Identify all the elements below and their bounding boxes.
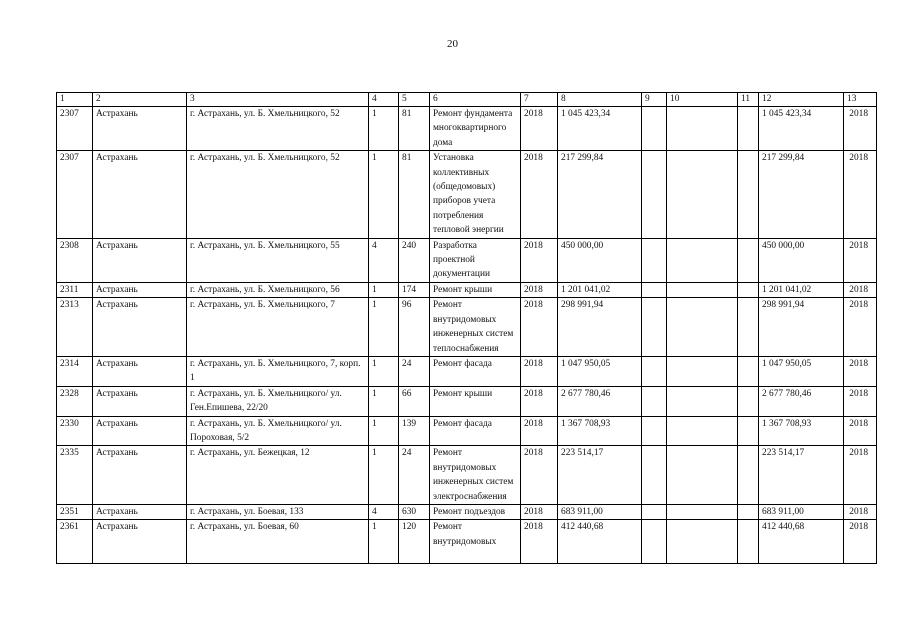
table-cell: г. Астрахань, ул. Б. Хмельницкого/ ул. Ген.Епишева, 22/20	[187, 386, 369, 416]
table-cell: Астрахань	[93, 416, 187, 446]
table-row	[57, 504, 877, 519]
table-cell: 2018	[521, 386, 558, 416]
cell-text: 2018	[524, 522, 543, 533]
table-cell: 1	[369, 446, 399, 505]
table-cell: 1	[369, 282, 399, 297]
table-cell: г. Астрахань, ул. Б. Хмельницкого, 7, корп. 1	[187, 356, 369, 386]
table-row	[57, 446, 877, 505]
table-cell: Астрахань	[93, 151, 187, 238]
page-number: 20	[447, 38, 458, 50]
table-cell: 450 000,00	[759, 238, 844, 282]
table-row	[57, 356, 877, 386]
table-cell: 2307	[57, 107, 93, 151]
table-cell	[642, 151, 667, 238]
table-cell	[667, 386, 738, 416]
table-cell: 1 045 423,34	[759, 107, 844, 151]
table-cell: Ремонт крыши	[430, 386, 521, 416]
table-cell: 2018	[844, 416, 877, 446]
cell-text: Астрахань	[96, 522, 138, 533]
table-cell: г. Астрахань, ул. Б. Хмельницкого, 52	[187, 151, 369, 238]
cell-text: 412 440,68	[561, 522, 604, 533]
table-cell: 630	[399, 504, 430, 519]
table-row	[57, 238, 877, 282]
table-cell: 81	[399, 107, 430, 151]
table-cell: 174	[399, 282, 430, 297]
table-cell: 1	[369, 416, 399, 446]
cell-text: г. Астрахань, ул. Боевая, 60	[190, 522, 299, 533]
table-cell: г. Астрахань, ул. Б. Хмельницкого, 55	[187, 238, 369, 282]
table-cell	[642, 356, 667, 386]
table-cell: 223 514,17	[558, 446, 642, 505]
table-cell: Астрахань	[93, 238, 187, 282]
table-cell: Ремонт крыши	[430, 282, 521, 297]
table-cell: г. Астрахань, ул. Бежецкая, 12	[187, 446, 369, 505]
table-cell: Ремонт внутридомовых инженерных систем электроснабжения	[430, 446, 521, 505]
table-cell	[93, 520, 187, 564]
table-cell	[667, 416, 738, 446]
table-cell: 2328	[57, 386, 93, 416]
table-cell: 81	[399, 151, 430, 238]
table-cell: 217 299,84	[558, 151, 642, 238]
table-cell	[430, 520, 521, 564]
table-cell: 2018	[521, 107, 558, 151]
table-cell	[667, 520, 738, 564]
column-header: 8	[558, 93, 642, 107]
table-cell	[738, 504, 759, 519]
table-cell: 24	[399, 356, 430, 386]
table-cell	[642, 238, 667, 282]
column-header: 11	[738, 93, 759, 107]
table-cell: 1	[369, 298, 399, 357]
table-cell: Ремонт подъездов	[430, 504, 521, 519]
table-cell: г. Астрахань, ул. Боевая, 133	[187, 504, 369, 519]
table-cell	[738, 386, 759, 416]
table-cell: 4	[369, 238, 399, 282]
table-cell: 450 000,00	[558, 238, 642, 282]
table-cell: Ремонт фундамента многоквартирного дома	[430, 107, 521, 151]
table-cell: 2018	[844, 107, 877, 151]
table-cell: 2018	[521, 416, 558, 446]
table-cell: 4	[369, 504, 399, 519]
table-cell: 66	[399, 386, 430, 416]
table-cell: 1 201 041,02	[759, 282, 844, 297]
table-cell	[369, 520, 399, 564]
table-cell	[667, 238, 738, 282]
column-header: 4	[369, 93, 399, 107]
table-cell: 139	[399, 416, 430, 446]
table-cell: 96	[399, 298, 430, 357]
table-cell	[738, 446, 759, 505]
table-row	[57, 298, 877, 357]
table-cell: 2313	[57, 298, 93, 357]
table-cell: 298 991,94	[558, 298, 642, 357]
table-cell: 2018	[844, 504, 877, 519]
table-cell: 217 299,84	[759, 151, 844, 238]
table-body	[57, 107, 877, 564]
table-cell: 683 911,00	[759, 504, 844, 519]
table-cell: г. Астрахань, ул. Б. Хмельницкого/ ул. Пороховая, 5/2	[187, 416, 369, 446]
table-cell: 1	[369, 107, 399, 151]
table-header-row	[57, 93, 877, 107]
table-cell: 223 514,17	[759, 446, 844, 505]
table-cell: 1 367 708,93	[759, 416, 844, 446]
column-header: 13	[844, 93, 877, 107]
table-cell: Установка коллективных (общедомовых) приборов учета потребления тепловой энергии	[430, 151, 521, 238]
table-cell: Астрахань	[93, 504, 187, 519]
table-cell: 2018	[521, 446, 558, 505]
table-cell: 2018	[844, 298, 877, 357]
table-cell	[187, 520, 369, 564]
cell-text: 2361	[60, 522, 79, 533]
table-cell	[738, 298, 759, 357]
column-header: 12	[759, 93, 844, 107]
table-cell	[667, 504, 738, 519]
table-cell: Разработка проектной документации	[430, 238, 521, 282]
table-cell	[667, 282, 738, 297]
table-cell: Астрахань	[93, 107, 187, 151]
column-header: 6	[430, 93, 521, 107]
column-header: 10	[667, 93, 738, 107]
table-cell	[738, 282, 759, 297]
table-cell: 1	[369, 356, 399, 386]
table-cell: 2018	[521, 356, 558, 386]
table-cell	[667, 356, 738, 386]
column-header: 3	[187, 93, 369, 107]
table-cell: 240	[399, 238, 430, 282]
cell-text: Ремонт внутридомовых	[433, 522, 497, 547]
table-cell: Ремонт фасада	[430, 356, 521, 386]
table-cell: 2018	[521, 151, 558, 238]
column-header: 1	[57, 93, 93, 107]
table-row	[57, 520, 877, 564]
table-cell	[738, 151, 759, 238]
table-cell	[521, 520, 558, 564]
cell-text: 2018	[849, 522, 868, 533]
table-cell: 683 911,00	[558, 504, 642, 519]
cell-text: 1	[372, 522, 377, 533]
table-cell	[642, 520, 667, 564]
table-cell	[738, 520, 759, 564]
table-cell: 1	[369, 386, 399, 416]
table-cell	[738, 416, 759, 446]
table-cell: Астрахань	[93, 446, 187, 505]
table-cell: Ремонт фасада	[430, 416, 521, 446]
column-header: 7	[521, 93, 558, 107]
table-cell: 1 367 708,93	[558, 416, 642, 446]
table-cell: 1 047 950,05	[759, 356, 844, 386]
table-cell	[844, 520, 877, 564]
table-row	[57, 416, 877, 446]
table-cell: Астрахань	[93, 356, 187, 386]
data-table	[56, 92, 877, 564]
column-header: 5	[399, 93, 430, 107]
table-cell	[738, 238, 759, 282]
table-cell: 2018	[844, 282, 877, 297]
table-cell	[667, 298, 738, 357]
table-cell: 298 991,94	[759, 298, 844, 357]
table-cell: 1 047 950,05	[558, 356, 642, 386]
table-cell: 2018	[844, 238, 877, 282]
table-cell	[642, 298, 667, 357]
table-cell: Астрахань	[93, 386, 187, 416]
table-cell	[642, 416, 667, 446]
cell-text: 412 440,68	[762, 522, 805, 533]
table-cell: 2018	[521, 238, 558, 282]
column-header: 2	[93, 93, 187, 107]
table-cell: Ремонт внутридомовых инженерных систем теплоснабжения	[430, 298, 521, 357]
table-cell: 1 201 041,02	[558, 282, 642, 297]
table-cell: 2018	[521, 282, 558, 297]
table-cell: 2314	[57, 356, 93, 386]
table-cell: 2018	[844, 151, 877, 238]
table-cell: 2351	[57, 504, 93, 519]
table-cell	[558, 520, 642, 564]
table-cell	[738, 107, 759, 151]
table-row	[57, 107, 877, 151]
table-cell: 2307	[57, 151, 93, 238]
table-cell: 2308	[57, 238, 93, 282]
table-cell: Астрахань	[93, 282, 187, 297]
table-row	[57, 282, 877, 297]
table-cell: 2311	[57, 282, 93, 297]
table-cell	[642, 386, 667, 416]
table-cell: г. Астрахань, ул. Б. Хмельницкого, 52	[187, 107, 369, 151]
table-cell: 1 045 423,34	[558, 107, 642, 151]
table-cell	[642, 282, 667, 297]
table-cell	[642, 504, 667, 519]
table-row	[57, 386, 877, 416]
table-cell: 2018	[844, 356, 877, 386]
table-cell: 2018	[844, 446, 877, 505]
table-cell: 1	[369, 151, 399, 238]
table-cell: 2335	[57, 446, 93, 505]
table-cell	[759, 520, 844, 564]
table-cell: 2 677 780,46	[558, 386, 642, 416]
table-cell: 2018	[844, 386, 877, 416]
table-cell	[667, 151, 738, 238]
table-cell: 2 677 780,46	[759, 386, 844, 416]
table-cell: 2018	[521, 298, 558, 357]
table-cell: г. Астрахань, ул. Б. Хмельницкого, 56	[187, 282, 369, 297]
table-cell: 24	[399, 446, 430, 505]
table-cell	[667, 446, 738, 505]
table-cell: г. Астрахань, ул. Б. Хмельницкого, 7	[187, 298, 369, 357]
column-header: 9	[642, 93, 667, 107]
table-cell	[57, 520, 93, 564]
table-cell: 2018	[521, 504, 558, 519]
table-cell	[642, 107, 667, 151]
table-cell: Астрахань	[93, 298, 187, 357]
table-cell	[399, 520, 430, 564]
cell-text: 120	[402, 522, 417, 533]
table-cell	[738, 356, 759, 386]
table-cell: 2330	[57, 416, 93, 446]
table-cell	[642, 446, 667, 505]
table-cell	[667, 107, 738, 151]
table-row	[57, 151, 877, 238]
